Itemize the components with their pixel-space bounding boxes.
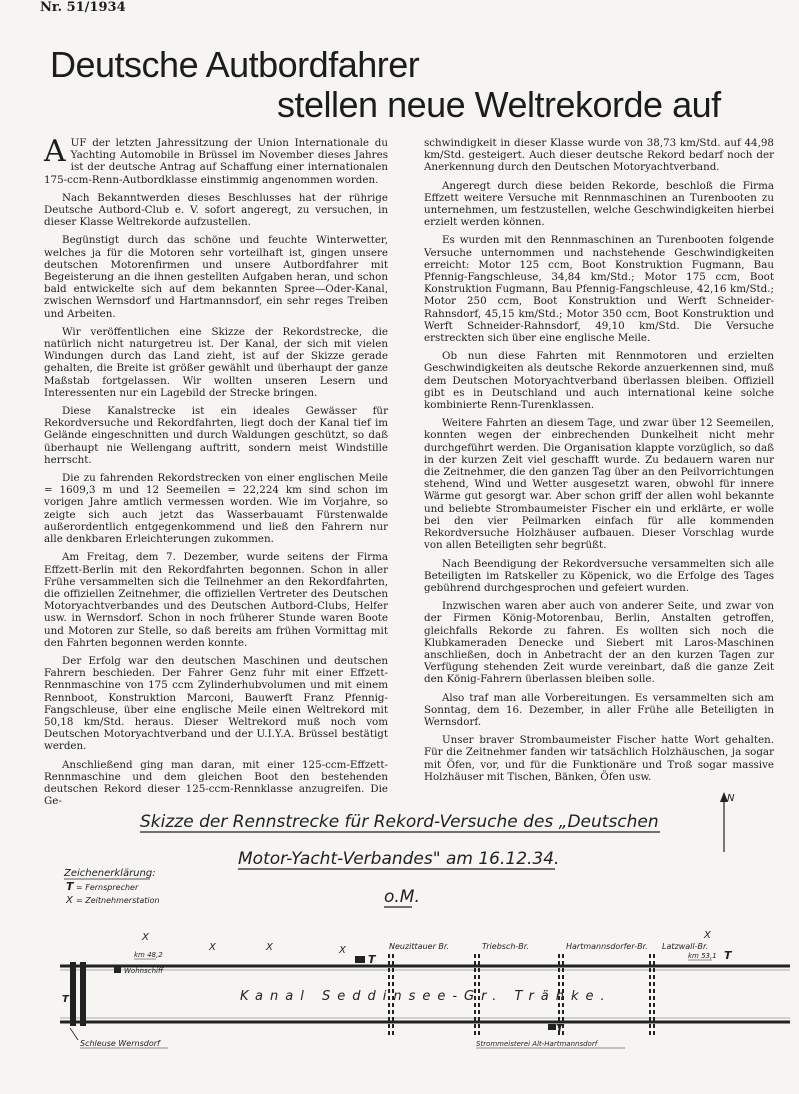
lock-gate bbox=[80, 962, 86, 1026]
headline-line-2: stellen neue Weltrekorde auf bbox=[277, 84, 721, 125]
paragraph: Anschließend ging man daran, mit einer 125-ccm-Effzett-Rennmaschine und dem gleichen Boot den bestehenden deutschen Rekord dieser 125-ccm-Rennklasse anzugreifen. Die Ge- bbox=[44, 758, 388, 808]
paragraph: Begünstigt durch das schöne und feuchte Winterwetter, welches ja für die Motoren sehr vorteilhaft ist, gingen unsere deutschen Motorenfirmen und unsere Autbordfahrer mit Begeisterung an die ihnen gestellten Aufgaben heran, und schon bald entwickelte sich auf dem bekannten Spree—Oder-Kanal, zwischen Wernsdorf und Hartmannsdorf, ein sehr reges Treiben und Arbeiten. bbox=[44, 234, 388, 320]
bridge-label: Hartmannsdorfer-Br. bbox=[566, 942, 648, 951]
paragraph: AUF der letzten Jahressitzung der Union Internationale du Yachting Automobile in Brüssel im November dieses Jahres ist der deutsche Antrag auf Schaffung einer internationalen 175-ccm-Renn-Autbordklasse einstimmig angenommen worden. bbox=[44, 134, 388, 186]
paragraph: Ob nun diese Fahrten mit Rennmotoren und erzielten Geschwindigkeiten als deutsche Rekorde anzuerkennen sind, muß dem Deutschen Motoryachtverband überlassen bleiben. Offiziell gibt es in Deutschland und auch international keine solche kombinierte Renn-Turenklassen. bbox=[424, 350, 774, 412]
paragraph: Inzwischen waren aber auch von anderer Seite, und zwar von der Firmen König-Motorenbau, Berlin, Anstalten getroffen, gleichfalls Rekorde zu fahren. Es wollten sich noch die Klubkameraden Denecke und Siebert mit Laros-Maschinen anschließen, doch in Anbetracht der an den kurzen Tagen zur Verfügung stehenden Zeit wurde vereinbart, daß die ganze Zeit den König-Fahrern überlassen bleiben solle. bbox=[424, 600, 774, 686]
paragraph: Nach Beendigung der Rekordversuche versammelten sich alle Beteiligten im Ratskeller zu Köpenick, wo die Erfolge des Tages gebührend durchgesprochen und gefeiert wurden. bbox=[424, 557, 774, 594]
paragraph: Weitere Fahrten an diesem Tage, und zwar über 12 Seemeilen, konnten wegen der einbrechenden Dunkelheit nicht mehr durchgeführt werden. Die Organisation klappte vorzüglich, so daß in der kurzen Zeit viel geschafft wurde. Zu bedauern waren nur die Zeitnehmer, die den ganzen Tag über an den Peilvorrichtungen stehend, Wind und Wetter ausgesetzt waren, obwohl für innere Wärme gut gesorgt war. Aber schon griff der allen wohl bekannte und beliebte Strombaumeister Fischer ein und erklärte, er wolle bei den vier Peilmarken einfach für alle kommenden Rekordversuche Holzhäuser aufbauen. Dieser Vorschlag wurde von allen Beteiligten sehr begrüßt. bbox=[424, 417, 774, 552]
houseboat-icon bbox=[114, 967, 121, 973]
paragraph: Nach Bekanntwerden dieses Beschlusses hat der rührige Deutsche Autbord-Club e. V. sofort angeregt, zu versuchen, in dieser Klasse Weltrekorde aufzustellen. bbox=[44, 191, 388, 229]
houseboat-label: Wohnschiff bbox=[124, 967, 164, 975]
timing-station-icon: X bbox=[704, 930, 711, 941]
building-icon bbox=[548, 1024, 556, 1030]
sketch-title-line-1: Skizze der Rennstrecke für Rekord-Versuche des „Deutschen bbox=[140, 812, 659, 832]
legend-title: Zeichenerklärung: bbox=[64, 868, 156, 879]
phone-symbol-icon: T bbox=[724, 949, 732, 962]
paragraph: Unser braver Strombaumeister Fischer hatte Wort gehalten. Für die Zeitnehmer fanden wir tatsächlich Holzhäuschen, ja sogar mit Öfen, vor, und für die Funktionäre und Troß sogar massive Holzhäuser mit Tischen, Bänken, Öfen usw. bbox=[424, 734, 774, 783]
bridge-label: Neuzittauer Br. bbox=[389, 942, 449, 951]
drop-cap: A bbox=[44, 134, 66, 169]
headline-line-1: Deutsche Autbordfahrer bbox=[50, 44, 420, 85]
paragraph: Wir veröffentlichen eine Skizze der Rekordstrecke, die natürlich nicht naturgetreu ist. Der Kanal, der sich mit vielen Windungen durch das Land zieht, ist auf der Skizze gerade gehalten, die Breite ist größer gewählt und überhaupt der ganze Maßstab fortgelassen. Wir wollten unseren Lesern und Interessenten nur ein Lagebild der Strecke bringen. bbox=[44, 325, 388, 399]
bridge-label: Triebsch-Br. bbox=[482, 942, 529, 951]
phone-symbol-icon: T bbox=[66, 880, 74, 893]
article-column-left bbox=[44, 134, 388, 813]
lock-gate bbox=[70, 962, 76, 1026]
bridge-label: Latzwall-Br. bbox=[662, 942, 709, 951]
paragraph: Am Freitag, dem 7. Dezember, wurde seitens der Firma Effzett-Berlin mit den Rekordfahrten begonnen. Schon in aller Frühe versammelten sich die Teilnehmer an den Rekordfahrten, die offiziellen Zeitnehmer, die offiziellen Vertreter des Deutschen Motoryachtverbandes und des Deutschen Autbord-Clubs, Helfer usw. in Wernsdorf. Schon in noch früherer Stunde waren Boote und Motoren zur Stelle, so daß bereits am frühen Vormittag mit den Fahrten begonnen werden konnte. bbox=[44, 551, 388, 649]
paragraph: schwindigkeit in dieser Klasse wurde von 38,73 km/Std. auf 44,98 km/Std. gesteigert. Auch dieser deutsche Rekord bedarf noch der Anerkennung durch den Deutschen Motoryachtverband. bbox=[424, 137, 774, 174]
sketch-title-line-2: Motor-Yacht-Verbandes" am 16.12.34. bbox=[238, 849, 560, 869]
paragraph: Der Erfolg war den deutschen Maschinen und deutschen Fahrern beschieden. Der Fahrer Genz fuhr mit einer Effzett-Rennmaschine von 175 ccm Zylinderhubvolumen und mit einem Rennboot, Konstruktion Marconi, Bauwerft Franz Pfennig-Fangschleuse, über eine englische Meile einen Weltrekord mit 50,18 km/Std. heraus. Dieser Weltrekord muß noch vom Deutschen Motoryachtverband und der U.I.Y.A. Brüssel bestätigt werden. bbox=[44, 654, 388, 753]
phone-symbol-icon: T bbox=[368, 953, 376, 966]
timing-station-icon: X bbox=[266, 942, 273, 953]
paragraph: Also traf man alle Vorbereitungen. Es versammelten sich am Sonntag, dem 16. Dezember, in aller Frühe alle Beteiligten in Wernsdorf. bbox=[424, 691, 774, 728]
legend-timing: = Zeitnehmerstation bbox=[76, 896, 160, 905]
timing-station-icon: X bbox=[209, 942, 216, 953]
paragraph: Diese Kanalstrecke ist ein ideales Gewässer für Rekordversuche und Rekordfahrten, liegt doch der Kanal tief im Gelände eingeschnitten und durch Waldungen geschützt, so daß überhaupt nie Wellengang auftritt, sondern meist Windstille herrscht. bbox=[44, 405, 388, 466]
race-course-sketch bbox=[0, 790, 799, 1094]
timing-station-icon: X bbox=[339, 945, 346, 956]
phone-symbol-icon: T bbox=[556, 1022, 564, 1035]
north-label: N bbox=[727, 793, 735, 804]
timing-symbol-icon: X bbox=[66, 895, 73, 906]
timing-station-icon: X bbox=[142, 932, 149, 943]
timing-hut-icon bbox=[355, 956, 365, 963]
phone-symbol-icon: T bbox=[62, 994, 69, 1005]
km-marker-end: km 53,1 bbox=[688, 952, 717, 960]
article-column-right bbox=[424, 137, 774, 789]
paragraph: Angeregt durch diese beiden Rekorde, beschloß die Firma Effzett weitere Versuche mit Rennmaschinen an Turenbooten zu unternehmen, um festzustellen, welche Geschwindigkeiten hierbei erzielt werden können. bbox=[424, 179, 774, 229]
sketch-scale-note: o.M. bbox=[384, 887, 420, 907]
canal-label: Kanal Seddinsee-Gr. Tränke. bbox=[240, 989, 612, 1004]
strommeisterei-label: Strommeisterei Alt-Hartmannsdorf bbox=[476, 1040, 598, 1048]
paragraph: Es wurden mit den Rennmaschinen an Turenbooten folgende Versuche unternommen und nachstehende Geschwindigkeiten erreicht: Motor 125 ccm, Boot Konstruktion Fugmann, Bau Pfennig-Fangschleuse, 34,84 km/Std.; Motor 175 ccm, Boot Konstruktion Fugmann, Bau Pfennig-Fangschleuse, 42,16 km/Std.; Motor 250 ccm, Boot Konstruktion und Werft Schneider-Rahnsdorf, 45,15 km/Std.; Motor 350 ccm, Boot Konstruktion und Werft Schneider-Rahnsdorf, 49,10 km/Std. Die Versuche erstreckten sich über eine englische Meile. bbox=[424, 234, 774, 345]
lock-label: Schleuse Wernsdorf bbox=[80, 1039, 160, 1048]
legend-phone: = Fernsprecher bbox=[76, 883, 139, 892]
issue-number: Nr. 51/1934 bbox=[40, 0, 126, 15]
paragraph: Die zu fahrenden Rekordstrecken von einer englischen Meile = 1609,3 m und 12 Seemeilen = 22,224 km sind schon im vorigen Jahre amtlich vermessen worden. Wie im Vorjahre, so zeigte sich auch jetzt das Wasserbauamt Fürstenwalde außerordentlich entgegenkommend und ließ den Fahrern nur alle denkbaren Erleichterungen zukommen. bbox=[44, 472, 388, 546]
km-marker-start: km 48,2 bbox=[134, 951, 163, 959]
